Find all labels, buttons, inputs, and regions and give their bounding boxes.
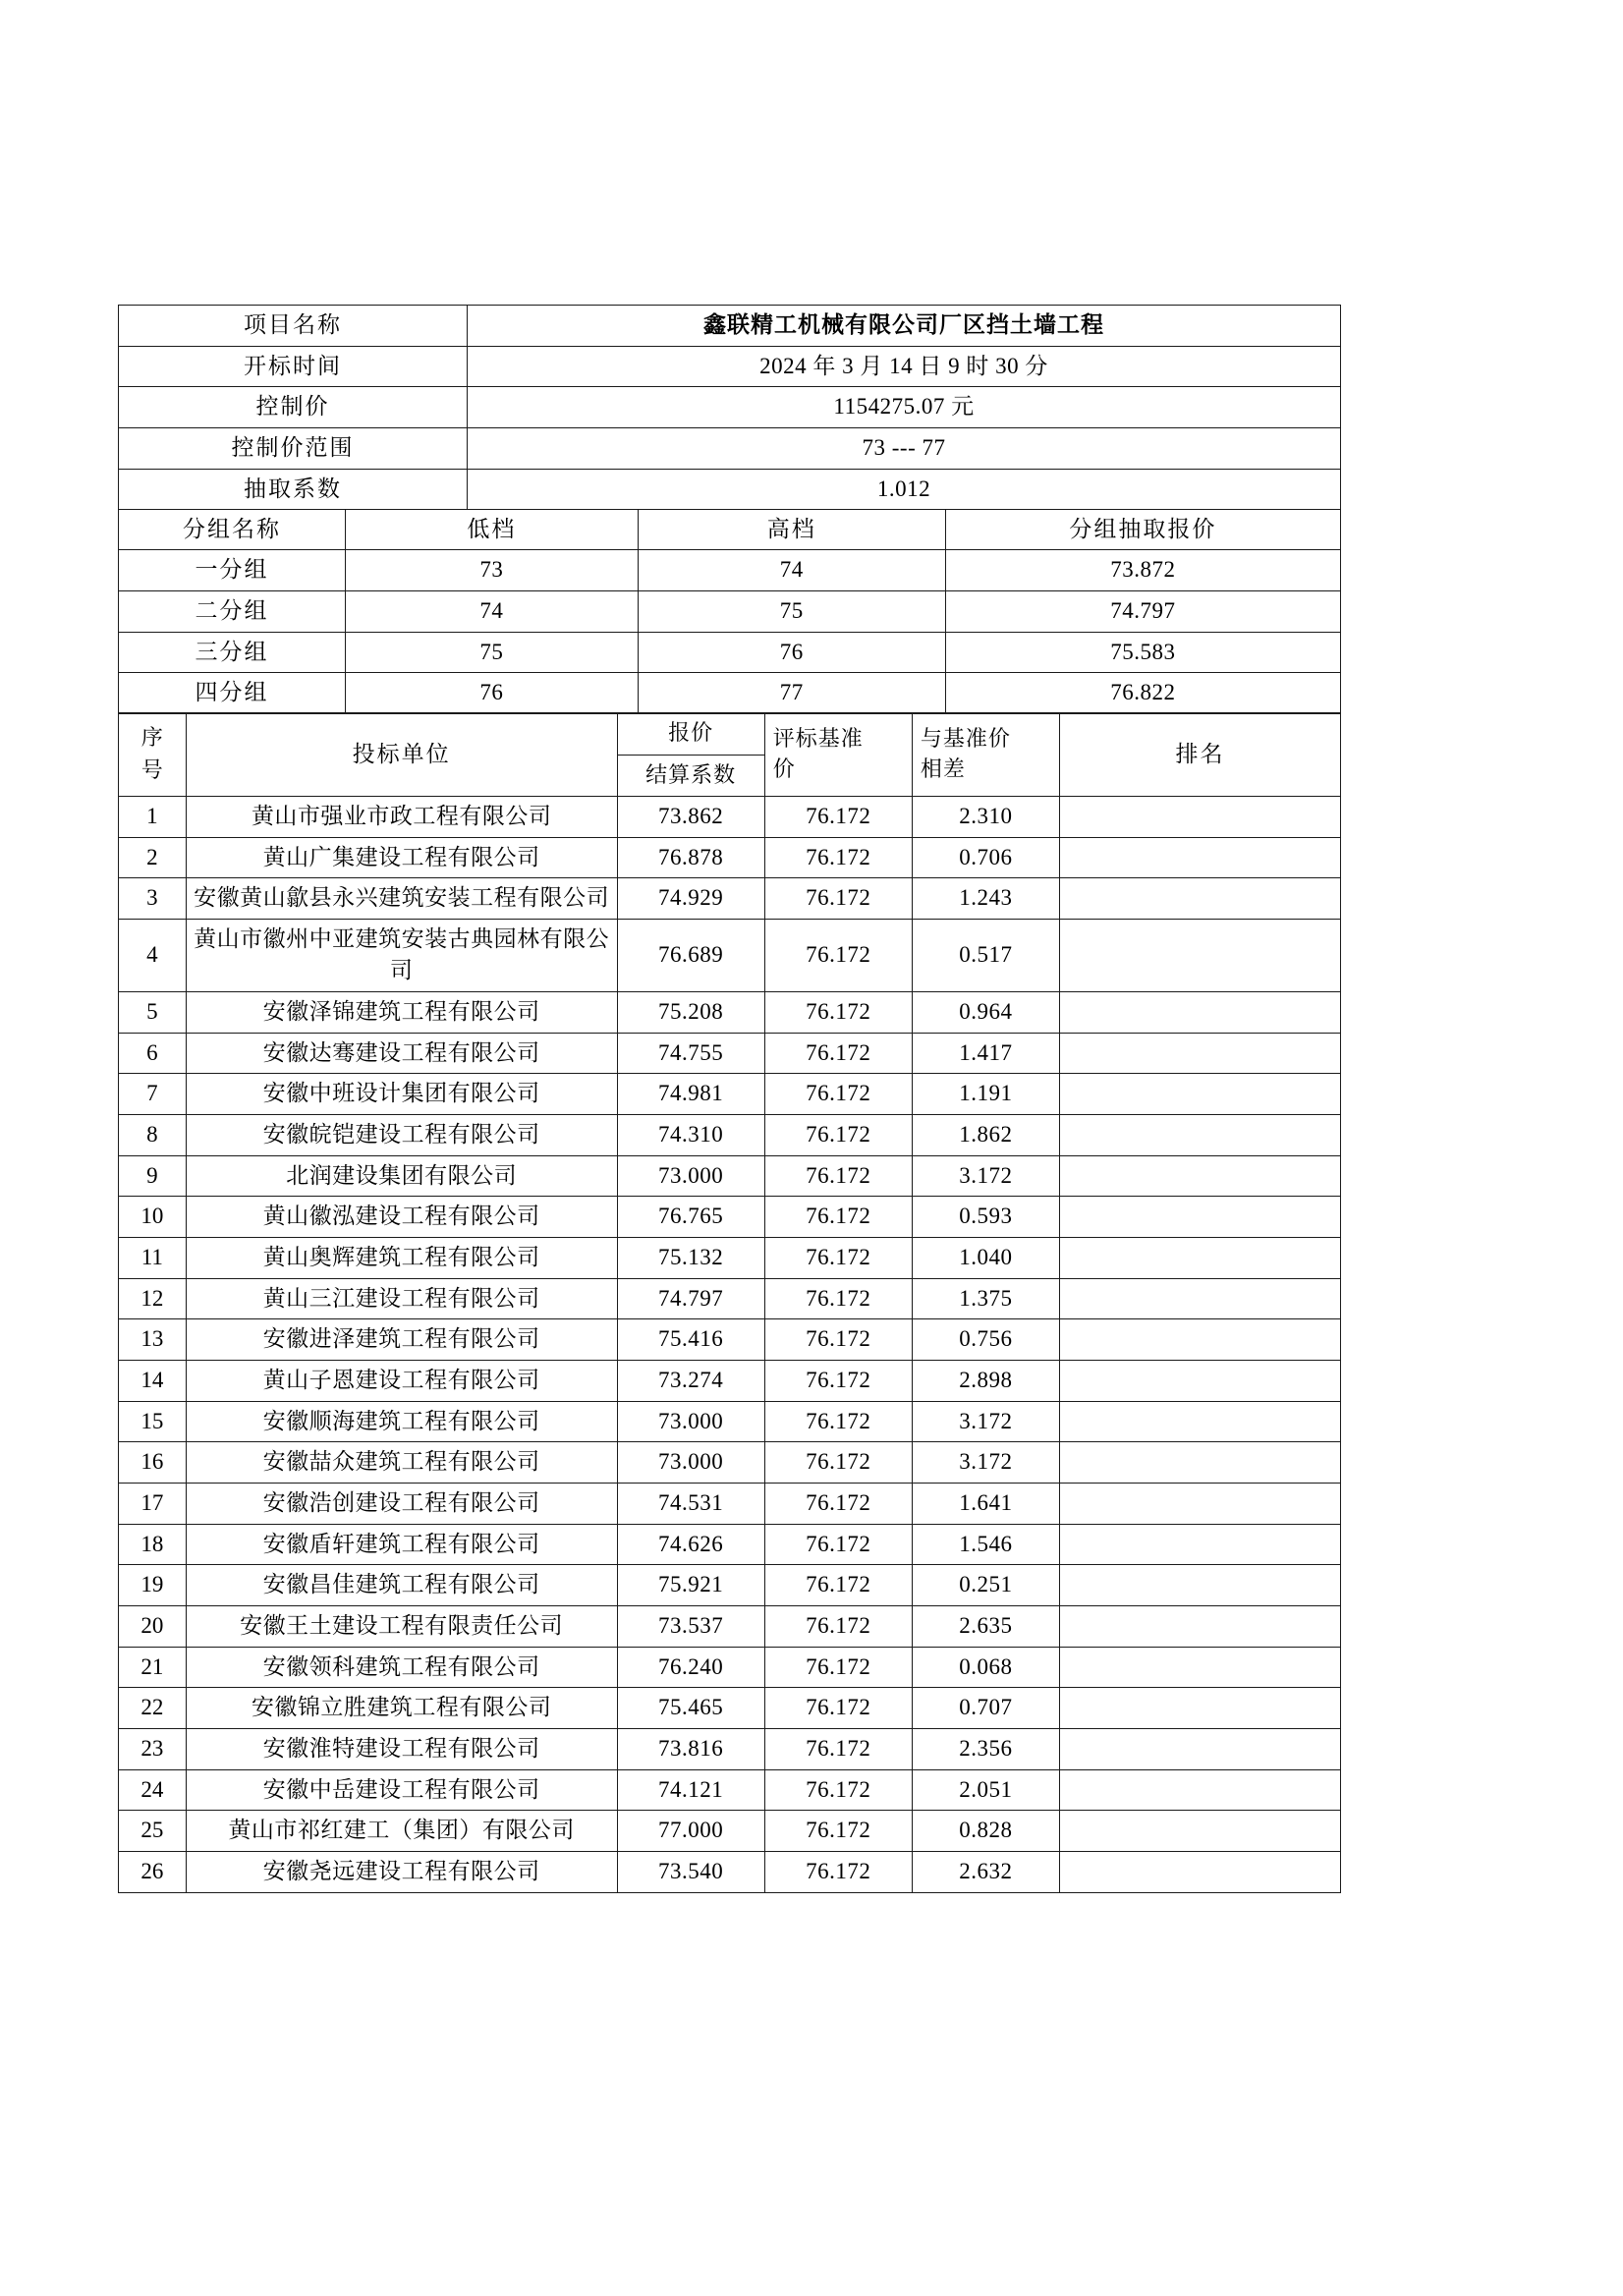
bid-row-no: 17 xyxy=(119,1484,187,1525)
group-row-low: 73 xyxy=(345,550,638,591)
bid-row-unit: 安徽进泽建筑工程有限公司 xyxy=(186,1319,617,1361)
bid-row-price: 74.797 xyxy=(617,1278,764,1319)
info-row-label: 控制价范围 xyxy=(119,427,468,469)
table-row xyxy=(119,878,1341,920)
info-row xyxy=(119,346,1341,387)
group-high-header: 高档 xyxy=(638,509,945,550)
bid-row-diff: 0.706 xyxy=(912,837,1059,878)
bid-row-rank xyxy=(1059,1115,1340,1156)
bid-rows-body xyxy=(119,796,1341,1892)
table-row xyxy=(119,1647,1341,1688)
table-row xyxy=(119,1319,1341,1361)
table-row xyxy=(119,1605,1341,1647)
bid-row-price: 76.689 xyxy=(617,919,764,991)
table-row xyxy=(119,1851,1341,1892)
bid-row-price: 75.208 xyxy=(617,992,764,1034)
bid-row-price: 76.765 xyxy=(617,1197,764,1238)
bid-row-base-price: 76.172 xyxy=(764,1074,912,1115)
group-row-name: 四分组 xyxy=(119,673,346,714)
table-row xyxy=(119,1769,1341,1811)
bid-row-no: 18 xyxy=(119,1524,187,1565)
group-row-high: 76 xyxy=(638,632,945,673)
bid-row-unit: 安徽中班设计集团有限公司 xyxy=(186,1074,617,1115)
bid-row-rank xyxy=(1059,1688,1340,1729)
bid-row-no: 13 xyxy=(119,1319,187,1361)
bid-row-no: 14 xyxy=(119,1361,187,1402)
column-header-no xyxy=(119,713,187,796)
bid-row-unit: 安徽淮特建设工程有限公司 xyxy=(186,1728,617,1769)
bid-row-price: 73.540 xyxy=(617,1851,764,1892)
bid-row-no: 8 xyxy=(119,1115,187,1156)
bid-row-unit: 安徽尧远建设工程有限公司 xyxy=(186,1851,617,1892)
bid-row-base-price: 76.172 xyxy=(764,837,912,878)
bid-row-price: 74.755 xyxy=(617,1033,764,1074)
group-row-name: 二分组 xyxy=(119,591,346,633)
column-header-diff xyxy=(912,713,1059,796)
bid-row-diff: 0.593 xyxy=(912,1197,1059,1238)
bid-row-no: 9 xyxy=(119,1155,187,1197)
column-header-base-price-line2: 价 xyxy=(772,757,796,783)
bid-row-base-price: 76.172 xyxy=(764,1278,912,1319)
bid-row-diff: 0.828 xyxy=(912,1811,1059,1852)
bid-row-unit: 安徽达骞建设工程有限公司 xyxy=(186,1033,617,1074)
bid-row-base-price: 76.172 xyxy=(764,796,912,837)
bid-row-no: 11 xyxy=(119,1238,187,1279)
group-row-high: 74 xyxy=(638,550,945,591)
bid-row-no: 6 xyxy=(119,1033,187,1074)
group-row xyxy=(119,632,1341,673)
bid-row-unit: 黄山市徽州中亚建筑安装古典园林有限公司 xyxy=(186,919,617,991)
bid-row-diff: 1.040 xyxy=(912,1238,1059,1279)
bid-row-no: 7 xyxy=(119,1074,187,1115)
bid-row-price: 74.929 xyxy=(617,878,764,920)
bid-table xyxy=(118,712,1341,1892)
table-row xyxy=(119,1074,1341,1115)
bid-row-price: 74.121 xyxy=(617,1769,764,1811)
bid-row-base-price: 76.172 xyxy=(764,1565,912,1606)
bid-row-diff: 2.635 xyxy=(912,1605,1059,1647)
bid-row-rank xyxy=(1059,1769,1340,1811)
group-row-low: 74 xyxy=(345,591,638,633)
column-header-rank: 排名 xyxy=(1059,713,1340,796)
bid-row-base-price: 76.172 xyxy=(764,1769,912,1811)
bid-row-base-price: 76.172 xyxy=(764,1155,912,1197)
bid-row-base-price: 76.172 xyxy=(764,1442,912,1484)
bid-row-unit: 北润建设集团有限公司 xyxy=(186,1155,617,1197)
bid-row-rank xyxy=(1059,1442,1340,1484)
bid-row-price: 73.274 xyxy=(617,1361,764,1402)
group-rows-body xyxy=(119,550,1341,714)
group-row-low: 76 xyxy=(345,673,638,714)
bid-row-diff: 3.172 xyxy=(912,1401,1059,1442)
bid-row-unit: 安徽昌佳建筑工程有限公司 xyxy=(186,1565,617,1606)
info-row-value: 鑫联精工机械有限公司厂区挡土墙工程 xyxy=(468,306,1341,347)
bid-row-base-price: 76.172 xyxy=(764,1851,912,1892)
column-header-base-price xyxy=(764,713,912,796)
bid-evaluation-table-container xyxy=(118,305,1341,1893)
bid-row-unit: 黄山三江建设工程有限公司 xyxy=(186,1278,617,1319)
bid-row-no: 15 xyxy=(119,1401,187,1442)
bid-row-rank xyxy=(1059,1074,1340,1115)
table-row xyxy=(119,992,1341,1034)
bid-row-rank xyxy=(1059,1155,1340,1197)
bid-row-price: 76.240 xyxy=(617,1647,764,1688)
bid-row-rank xyxy=(1059,878,1340,920)
bid-row-unit: 黄山广集建设工程有限公司 xyxy=(186,837,617,878)
group-row-low: 75 xyxy=(345,632,638,673)
bid-row-rank xyxy=(1059,1605,1340,1647)
bid-row-price: 76.878 xyxy=(617,837,764,878)
info-header-table xyxy=(118,305,1341,510)
bid-row-base-price: 76.172 xyxy=(764,1319,912,1361)
column-header-base-price-line1: 评标基准 xyxy=(772,726,864,752)
bid-row-unit: 安徽锦立胜建筑工程有限公司 xyxy=(186,1688,617,1729)
bid-row-price: 75.132 xyxy=(617,1238,764,1279)
table-row xyxy=(119,796,1341,837)
bid-row-no: 4 xyxy=(119,919,187,991)
group-name-header: 分组名称 xyxy=(119,509,346,550)
bid-row-rank xyxy=(1059,1319,1340,1361)
bid-row-unit: 安徽王土建设工程有限责任公司 xyxy=(186,1605,617,1647)
info-row xyxy=(119,306,1341,347)
bid-row-rank xyxy=(1059,1484,1340,1525)
info-row xyxy=(119,427,1341,469)
bid-row-no: 5 xyxy=(119,992,187,1034)
bid-row-base-price: 76.172 xyxy=(764,992,912,1034)
bid-row-unit: 安徽泽锦建筑工程有限公司 xyxy=(186,992,617,1034)
bid-row-diff: 0.068 xyxy=(912,1647,1059,1688)
table-row xyxy=(119,1033,1341,1074)
bid-row-diff: 0.707 xyxy=(912,1688,1059,1729)
bid-row-rank xyxy=(1059,1278,1340,1319)
bid-row-price: 75.465 xyxy=(617,1688,764,1729)
group-row-draw-price: 73.872 xyxy=(945,550,1340,591)
bid-row-base-price: 76.172 xyxy=(764,1605,912,1647)
group-row xyxy=(119,673,1341,714)
info-row-value: 2024 年 3 月 14 日 9 时 30 分 xyxy=(468,346,1341,387)
bid-row-unit: 安徽喆众建筑工程有限公司 xyxy=(186,1442,617,1484)
table-row xyxy=(119,919,1341,991)
bid-row-rank xyxy=(1059,1647,1340,1688)
info-row-value: 1154275.07 元 xyxy=(468,387,1341,428)
bid-row-no: 10 xyxy=(119,1197,187,1238)
bid-row-no: 12 xyxy=(119,1278,187,1319)
bid-row-price: 74.626 xyxy=(617,1524,764,1565)
bid-row-rank xyxy=(1059,796,1340,837)
bid-row-base-price: 76.172 xyxy=(764,919,912,991)
column-header-price-group xyxy=(617,713,764,796)
bid-row-diff: 2.051 xyxy=(912,1769,1059,1811)
bid-row-unit: 安徽黄山歙县永兴建筑安装工程有限公司 xyxy=(186,878,617,920)
bid-row-price: 73.816 xyxy=(617,1728,764,1769)
column-header-no-line2: 号 xyxy=(140,758,163,784)
info-row-value: 73 --- 77 xyxy=(468,427,1341,469)
bid-row-base-price: 76.172 xyxy=(764,1115,912,1156)
table-row xyxy=(119,1484,1341,1525)
bid-table-header-row xyxy=(119,713,1341,796)
bid-row-diff: 0.756 xyxy=(912,1319,1059,1361)
table-row xyxy=(119,1278,1341,1319)
bid-row-price: 73.537 xyxy=(617,1605,764,1647)
bid-row-unit: 安徽中岳建设工程有限公司 xyxy=(186,1769,617,1811)
bid-row-diff: 1.546 xyxy=(912,1524,1059,1565)
group-row-draw-price: 76.822 xyxy=(945,673,1340,714)
group-row-high: 77 xyxy=(638,673,945,714)
bid-row-rank xyxy=(1059,1033,1340,1074)
info-row xyxy=(119,469,1341,510)
bid-row-diff: 2.898 xyxy=(912,1361,1059,1402)
bid-row-diff: 2.310 xyxy=(912,796,1059,837)
info-row-label: 开标时间 xyxy=(119,346,468,387)
column-header-no-line1: 序 xyxy=(140,726,163,752)
group-row-high: 75 xyxy=(638,591,945,633)
bid-row-diff: 2.632 xyxy=(912,1851,1059,1892)
bid-row-price: 74.310 xyxy=(617,1115,764,1156)
bid-row-rank xyxy=(1059,1361,1340,1402)
bid-row-rank xyxy=(1059,919,1340,991)
bid-row-no: 25 xyxy=(119,1811,187,1852)
bid-row-diff: 3.172 xyxy=(912,1442,1059,1484)
bid-row-diff: 1.191 xyxy=(912,1074,1059,1115)
table-row xyxy=(119,1524,1341,1565)
table-row xyxy=(119,1442,1341,1484)
bid-row-price: 77.000 xyxy=(617,1811,764,1852)
bid-row-diff: 1.862 xyxy=(912,1115,1059,1156)
bid-row-price: 74.981 xyxy=(617,1074,764,1115)
bid-row-price: 73.000 xyxy=(617,1401,764,1442)
column-header-unit: 投标单位 xyxy=(186,713,617,796)
bid-row-unit: 黄山徽泓建设工程有限公司 xyxy=(186,1197,617,1238)
bid-row-price: 74.531 xyxy=(617,1484,764,1525)
group-row xyxy=(119,591,1341,633)
bid-row-unit: 安徽顺海建筑工程有限公司 xyxy=(186,1401,617,1442)
bid-row-diff: 0.517 xyxy=(912,919,1059,991)
bid-row-no: 20 xyxy=(119,1605,187,1647)
bid-row-no: 16 xyxy=(119,1442,187,1484)
group-row-name: 三分组 xyxy=(119,632,346,673)
bid-row-unit: 安徽皖铠建设工程有限公司 xyxy=(186,1115,617,1156)
bid-row-rank xyxy=(1059,1401,1340,1442)
bid-row-rank xyxy=(1059,1238,1340,1279)
bid-row-base-price: 76.172 xyxy=(764,1361,912,1402)
bid-row-price: 73.000 xyxy=(617,1442,764,1484)
bid-row-diff: 1.375 xyxy=(912,1278,1059,1319)
bid-row-rank xyxy=(1059,1851,1340,1892)
column-header-price: 报价 xyxy=(618,713,764,755)
group-header-row xyxy=(119,509,1341,550)
bid-row-no: 24 xyxy=(119,1769,187,1811)
bid-row-rank xyxy=(1059,1524,1340,1565)
group-table xyxy=(118,509,1341,714)
group-row-draw-price: 75.583 xyxy=(945,632,1340,673)
info-row-label: 项目名称 xyxy=(119,306,468,347)
bid-row-diff: 0.251 xyxy=(912,1565,1059,1606)
group-row-name: 一分组 xyxy=(119,550,346,591)
bid-row-no: 21 xyxy=(119,1647,187,1688)
bid-row-base-price: 76.172 xyxy=(764,1401,912,1442)
info-row xyxy=(119,387,1341,428)
table-row xyxy=(119,1115,1341,1156)
bid-row-base-price: 76.172 xyxy=(764,1524,912,1565)
bid-row-diff: 0.964 xyxy=(912,992,1059,1034)
table-row xyxy=(119,1238,1341,1279)
bid-row-no: 1 xyxy=(119,796,187,837)
bid-row-base-price: 76.172 xyxy=(764,1484,912,1525)
table-row xyxy=(119,1728,1341,1769)
bid-row-unit: 黄山子恩建设工程有限公司 xyxy=(186,1361,617,1402)
bid-row-price: 75.921 xyxy=(617,1565,764,1606)
group-low-header: 低档 xyxy=(345,509,638,550)
bid-row-rank xyxy=(1059,1811,1340,1852)
table-row xyxy=(119,1361,1341,1402)
bid-row-no: 3 xyxy=(119,878,187,920)
group-row-draw-price: 74.797 xyxy=(945,591,1340,633)
bid-row-rank xyxy=(1059,1197,1340,1238)
bid-row-base-price: 76.172 xyxy=(764,1811,912,1852)
bid-row-unit: 黄山市强业市政工程有限公司 xyxy=(186,796,617,837)
group-row xyxy=(119,550,1341,591)
bid-row-unit: 黄山奥辉建筑工程有限公司 xyxy=(186,1238,617,1279)
table-row xyxy=(119,1688,1341,1729)
column-header-settle-coeff: 结算系数 xyxy=(645,762,737,788)
bid-row-rank xyxy=(1059,1728,1340,1769)
info-rows-body xyxy=(119,306,1341,510)
bid-row-no: 26 xyxy=(119,1851,187,1892)
table-row xyxy=(119,1197,1341,1238)
bid-row-unit: 安徽盾轩建筑工程有限公司 xyxy=(186,1524,617,1565)
bid-row-price: 73.862 xyxy=(617,796,764,837)
table-row xyxy=(119,1811,1341,1852)
bid-row-unit: 安徽浩创建设工程有限公司 xyxy=(186,1484,617,1525)
bid-row-diff: 3.172 xyxy=(912,1155,1059,1197)
table-row xyxy=(119,1401,1341,1442)
table-row xyxy=(119,1155,1341,1197)
table-row xyxy=(119,837,1341,878)
bid-row-no: 2 xyxy=(119,837,187,878)
bid-row-diff: 1.641 xyxy=(912,1484,1059,1525)
bid-row-diff: 2.356 xyxy=(912,1728,1059,1769)
bid-row-base-price: 76.172 xyxy=(764,1033,912,1074)
bid-row-price: 75.416 xyxy=(617,1319,764,1361)
info-row-value: 1.012 xyxy=(468,469,1341,510)
bid-row-base-price: 76.172 xyxy=(764,1688,912,1729)
info-row-label: 抽取系数 xyxy=(119,469,468,510)
bid-row-unit: 黄山市祁红建工（集团）有限公司 xyxy=(186,1811,617,1852)
bid-row-no: 23 xyxy=(119,1728,187,1769)
group-draw-price-header: 分组抽取报价 xyxy=(945,509,1340,550)
bid-row-price: 73.000 xyxy=(617,1155,764,1197)
bid-row-rank xyxy=(1059,1565,1340,1606)
bid-row-base-price: 76.172 xyxy=(764,1728,912,1769)
bid-row-diff: 1.417 xyxy=(912,1033,1059,1074)
bid-row-base-price: 76.172 xyxy=(764,1647,912,1688)
column-header-diff-line1: 与基准价 xyxy=(920,726,1011,752)
bid-row-diff: 1.243 xyxy=(912,878,1059,920)
bid-row-no: 22 xyxy=(119,1688,187,1729)
bid-row-rank xyxy=(1059,992,1340,1034)
bid-row-base-price: 76.172 xyxy=(764,1197,912,1238)
bid-row-no: 19 xyxy=(119,1565,187,1606)
table-row xyxy=(119,1565,1341,1606)
info-row-label: 控制价 xyxy=(119,387,468,428)
bid-row-rank xyxy=(1059,837,1340,878)
bid-row-base-price: 76.172 xyxy=(764,1238,912,1279)
column-header-diff-line2: 相差 xyxy=(920,757,966,783)
bid-row-base-price: 76.172 xyxy=(764,878,912,920)
bid-row-unit: 安徽领科建筑工程有限公司 xyxy=(186,1647,617,1688)
